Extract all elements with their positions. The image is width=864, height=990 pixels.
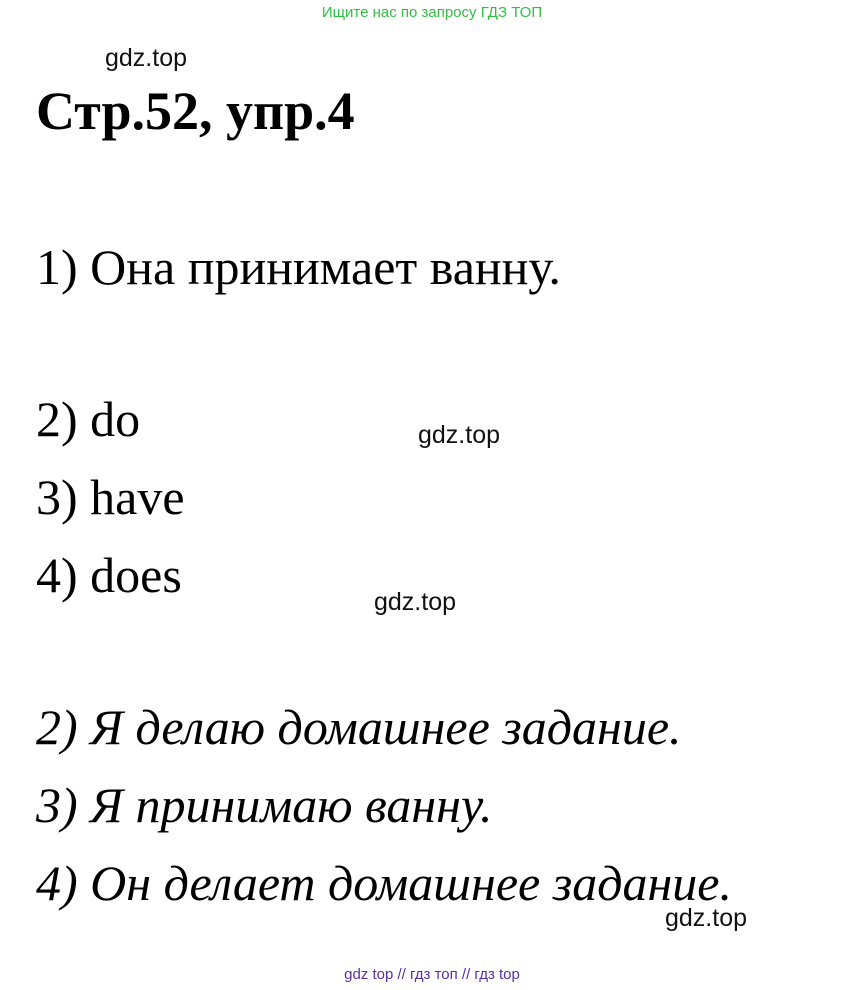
answer-item-4: 4) does — [36, 547, 182, 603]
translation-item-3: 3) Я принимаю ванну. — [36, 777, 493, 833]
watermark-text: gdz.top — [374, 588, 457, 616]
translation-item-4: 4) Он делает домашнее задание. — [36, 855, 732, 911]
answer-item-2: 2) do — [36, 391, 141, 447]
watermark-text: gdz.top — [105, 44, 188, 72]
translation-line: 1) Она принимает ванну. — [36, 239, 561, 295]
page-title: Стр.52, упр.4 — [36, 81, 355, 141]
footer-text: gdz top // гдз топ // гдз top — [344, 966, 520, 983]
watermark-text: gdz.top — [665, 904, 748, 932]
top-banner: Ищите нас по запросу ГДЗ ТОП — [321, 4, 543, 21]
watermark-text: gdz.top — [418, 421, 501, 449]
translation-item-2: 2) Я делаю домашнее задание. — [36, 699, 682, 755]
answer-item-3: 3) have — [36, 469, 185, 525]
